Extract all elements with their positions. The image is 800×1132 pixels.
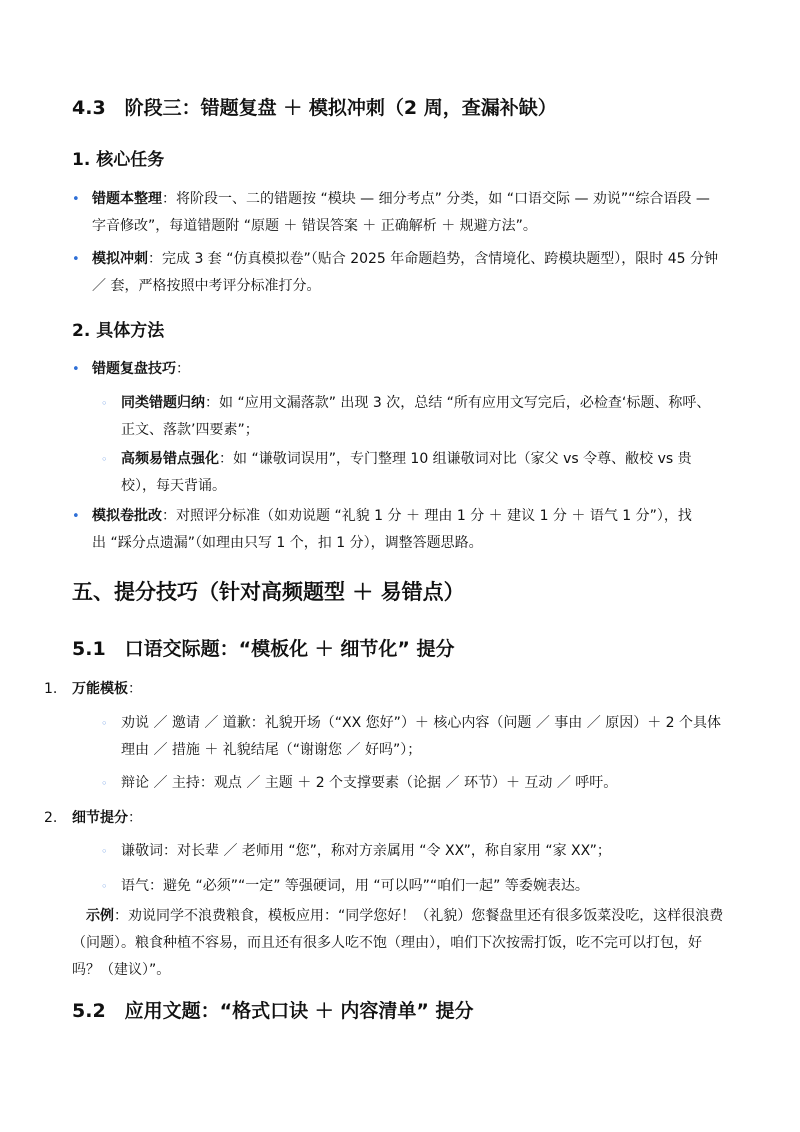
bullet-dot-icon: •	[72, 192, 80, 207]
bullet-circle-icon: ◦	[101, 845, 108, 858]
item-text: ：	[176, 361, 190, 377]
template-sub-item: 辩论 ／ 主持：观点 ／ 主题 ＋ 2 个支撑要素（论据 ／ 环节）＋ 互动 ／ 呼吁。	[121, 775, 618, 791]
method-sub-item	[121, 390, 721, 444]
item-label: 高频易错点强化	[121, 451, 219, 467]
item-text: ：	[128, 681, 142, 697]
chapter-5-heading: 五、提分技巧（针对高频题型 ＋ 易错点）	[72, 580, 465, 604]
list-number: 1.	[44, 681, 58, 697]
numbered-item	[72, 676, 712, 703]
item-label: 万能模板	[72, 681, 128, 697]
core-task-item	[92, 186, 722, 240]
methods-heading: 2. 具体方法	[72, 321, 165, 341]
item-label: 模拟卷批改	[92, 508, 162, 524]
example-label: 示例	[86, 908, 114, 924]
numbered-item	[72, 805, 712, 832]
template-sub-item: 劝说 ／ 邀请 ／ 道歉：礼貌开场（“XX 您好”）＋ 核心内容（问题 ／ 事由 ／ 原因）＋ 2 个具体理由 ／ 措施 ＋ 礼貌结尾（“谢谢您 ／ 好吗”）；	[121, 715, 721, 758]
list-number: 2.	[44, 810, 58, 826]
bullet-circle-icon: ◦	[101, 880, 108, 893]
detail-sub-item: 谦敬词：对长辈 ／ 老师用 “您”，称对方亲属用 “令 XX”，称自家用 “家 XX”；	[121, 843, 611, 859]
method-sub-item	[121, 446, 721, 500]
example-text: ：劝说同学不浪费粮食，模板应用：“同学您好！（礼貌）您餐盘里还有很多饭菜没吃，这样很浪费（问题）。粮食种植不容易，而且还有很多人吃不饱（理由），咱们下次按需打饭，吃不完可以打包，好吗？（建议）”。	[72, 908, 724, 978]
item-label: 细节提分	[72, 810, 128, 826]
item-label: 错题复盘技巧	[92, 361, 176, 377]
example-paragraph	[72, 903, 727, 984]
section-4-3-heading: 4.3 阶段三：错题复盘 ＋ 模拟冲刺（2 周，查漏补缺）	[72, 97, 557, 119]
item-text: ：将阶段一、二的错题按 “模块 — 细分考点” 分类，如 “口语交际 — 劝说”“综合语段 — 字音修改”，每道错题附 “原题 ＋ 错误答案 ＋ 正确解析 ＋ 规避方法”。	[92, 191, 710, 234]
bullet-dot-icon: •	[72, 362, 80, 377]
core-tasks-heading: 1. 核心任务	[72, 150, 165, 170]
item-text: ：	[128, 810, 142, 826]
item-text: ：完成 3 套 “仿真模拟卷”（贴合 2025 年命题趋势，含情境化、跨模块题型），限时 45 分钟 ／ 套，严格按照中考评分标准打分。	[92, 251, 719, 294]
item-text: ：对照评分标准（如劝说题 “礼貌 1 分 ＋ 理由 1 分 ＋ 建议 1 分 ＋ 语气 1 分”），找出 “踩分点遗漏”（如理由只写 1 个，扣 1 分），调整答题思路。	[92, 508, 692, 551]
bullet-circle-icon: ◦	[101, 397, 108, 410]
method-item	[92, 503, 692, 557]
bullet-circle-icon: ◦	[101, 453, 108, 466]
item-label: 错题本整理	[92, 191, 162, 207]
method-item	[92, 356, 722, 383]
bullet-circle-icon: ◦	[101, 777, 108, 790]
item-label: 同类错题归纳	[121, 395, 205, 411]
core-task-item	[92, 246, 722, 300]
section-5-2-heading: 5.2 应用文题：“格式口诀 ＋ 内容清单” 提分	[72, 1000, 474, 1022]
item-label: 模拟冲刺	[92, 251, 148, 267]
detail-sub-item: 语气：避免 “必须”“一定” 等强硬词，用 “可以吗”“咱们一起” 等委婉表达。	[121, 878, 589, 894]
section-5-1-heading: 5.1 口语交际题：“模板化 ＋ 细节化” 提分	[72, 638, 455, 660]
bullet-dot-icon: •	[72, 252, 80, 267]
bullet-circle-icon: ◦	[101, 717, 108, 730]
bullet-dot-icon: •	[72, 509, 80, 524]
item-text: ：如 “应用文漏落款” 出现 3 次，总结 “所有应用文写完后，必检查‘标题、称呼、正文、落款’四要素”；	[121, 395, 711, 438]
item-text: ：如 “谦敬词误用”，专门整理 10 组谦敬词对比（家父 vs 令尊、敝校 vs 贵校），每天背诵。	[121, 451, 692, 494]
